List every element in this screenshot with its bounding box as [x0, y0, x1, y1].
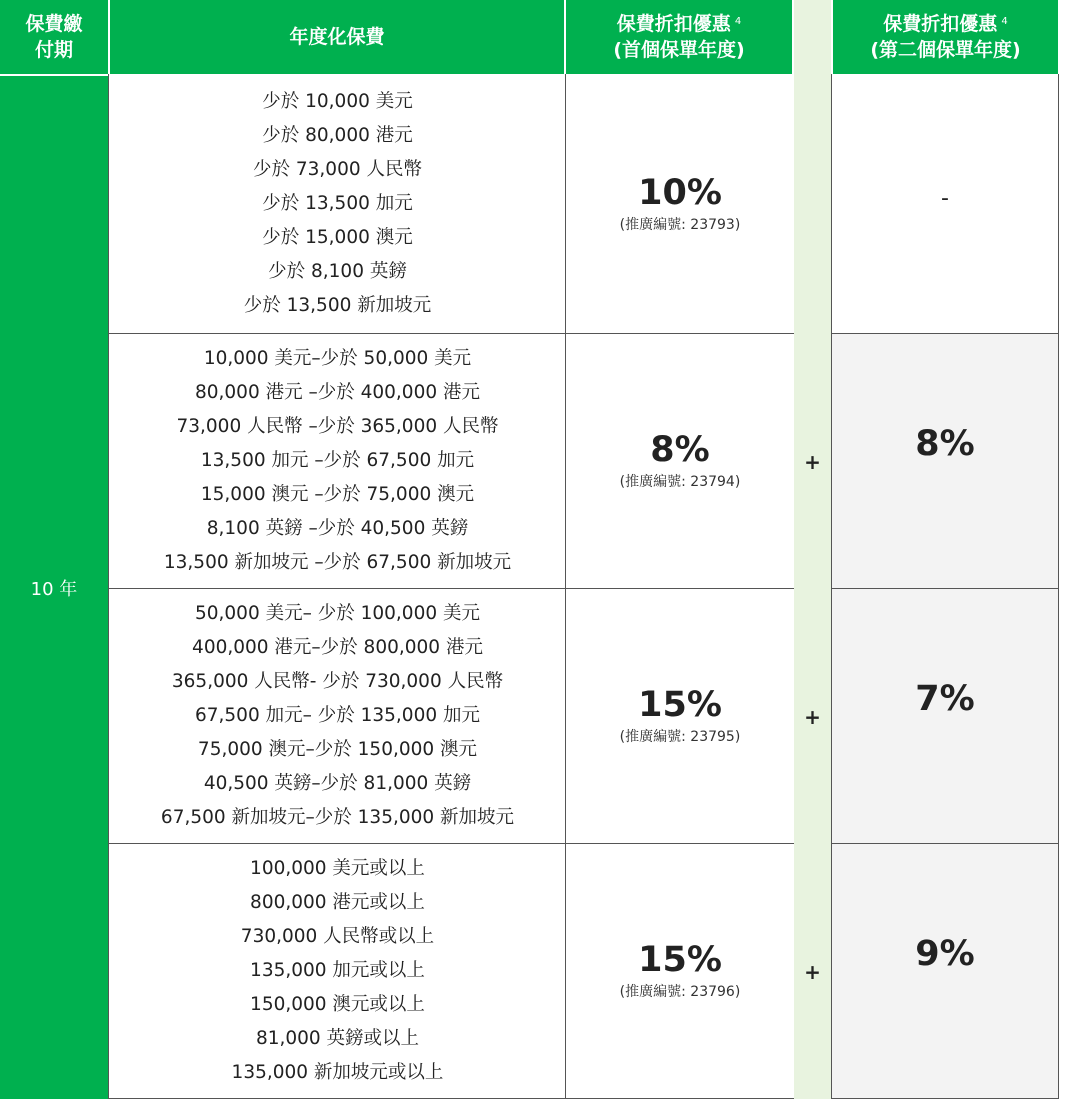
header-annualized-premium [110, 0, 564, 74]
amount-line: 少於 10,000 美元 [262, 90, 413, 112]
amount-line: 80,000 港元 –少於 400,000 港元 [194, 382, 480, 403]
table-row-4-first-year [565, 844, 794, 1099]
term-label: 10 年 [30, 578, 78, 600]
footnote-marker: 4 [1001, 16, 1008, 27]
amount-line: 8,100 英鎊 –少於 40,500 英鎊 [206, 518, 469, 539]
table-row-3-second-year [831, 589, 1059, 844]
table-row-4-amounts [108, 844, 566, 1099]
header-payment-term-label: 保費繳付期 [25, 13, 83, 61]
table-row-3-first-year [565, 589, 794, 844]
amount-line: 少於 80,000 港元 [262, 124, 413, 146]
second-year-discount: 9% [915, 934, 975, 974]
amount-line: 73,000 人民幣 –少於 365,000 人民幣 [176, 416, 499, 437]
table-row-1-amounts [108, 74, 566, 334]
table-row-2-amounts [108, 334, 566, 589]
amount-line: 少於 73,000 人民幣 [253, 158, 422, 180]
amount-line: 67,500 加元– 少於 135,000 加元 [194, 705, 480, 726]
promo-code: (推廣編號: 23796) [619, 984, 741, 1000]
amount-line: 少於 13,500 新加坡元 [243, 294, 432, 316]
plus-sign: + [804, 449, 821, 474]
amount-line: 135,000 加元或以上 [250, 960, 425, 981]
header-discount-first [566, 0, 792, 74]
amount-line: 少於 13,500 加元 [262, 192, 413, 214]
header-discount-second [833, 0, 1058, 74]
amount-line: 67,500 新加坡元–少於 135,000 新加坡元 [160, 807, 515, 828]
amount-line: 75,000 澳元–少於 150,000 澳元 [197, 739, 478, 760]
amount-line: 400,000 港元–少於 800,000 港元 [192, 637, 483, 658]
header-payment-term [0, 0, 108, 74]
table-row-3-amounts [108, 589, 566, 844]
amount-line: 800,000 港元或以上 [250, 892, 425, 913]
amount-line: 135,000 新加坡元或以上 [231, 1062, 444, 1083]
promo-code: (推廣編號: 23793) [619, 216, 741, 233]
amount-line: 13,500 新加坡元 –少於 67,500 新加坡元 [163, 552, 512, 573]
second-year-discount: 7% [915, 679, 975, 719]
plus-sign: + [804, 704, 821, 729]
header-discount-second-label: 保費折扣優惠 [883, 13, 998, 35]
amount-line: 365,000 人民幣- 少於 730,000 人民幣 [171, 671, 504, 692]
footnote-marker: 4 [734, 16, 742, 27]
table-row-4-second-year [831, 844, 1059, 1099]
amount-line: 100,000 美元或以上 [250, 858, 425, 879]
first-year-discount: 8% [650, 430, 710, 470]
promo-code: (推廣編號: 23794) [619, 474, 741, 490]
header-discount-second-sub: (第二個保單年度) [870, 39, 1021, 61]
table-row-2-second-year [831, 334, 1059, 589]
table-row-1-first-year [565, 74, 794, 334]
header-discount-first-sub: (首個保單年度) [613, 39, 745, 61]
amount-line: 少於 8,100 英鎊 [268, 260, 407, 282]
second-year-discount: - [941, 186, 949, 211]
second-year-discount: 8% [915, 424, 975, 464]
amount-line: 少於 15,000 澳元 [262, 226, 413, 248]
header-discount-first-label: 保費折扣優惠 [616, 13, 731, 35]
amount-line: 15,000 澳元 –少於 75,000 澳元 [200, 484, 475, 505]
table-row-1-second-year [831, 74, 1059, 334]
amount-line: 730,000 人民幣或以上 [240, 926, 435, 947]
table-row-2-first-year [565, 334, 794, 589]
term-cell [0, 76, 108, 1099]
plus-sign [794, 74, 831, 334]
first-year-discount: 10% [638, 172, 722, 213]
promo-code: (推廣編號: 23795) [619, 729, 741, 745]
plus-sign: + [804, 959, 821, 984]
amount-line: 81,000 英鎊或以上 [255, 1028, 420, 1049]
first-year-discount: 15% [638, 685, 722, 725]
header-annualized-premium-label: 年度化保費 [289, 26, 385, 48]
amount-line: 40,500 英鎊–少於 81,000 英鎊 [203, 773, 472, 794]
amount-line: 13,500 加元 –少於 67,500 加元 [200, 450, 475, 471]
amount-line: 150,000 澳元或以上 [250, 994, 425, 1015]
amount-line: 10,000 美元–少於 50,000 美元 [203, 348, 472, 369]
amount-line: 50,000 美元– 少於 100,000 美元 [194, 603, 480, 624]
first-year-discount: 15% [638, 940, 722, 980]
